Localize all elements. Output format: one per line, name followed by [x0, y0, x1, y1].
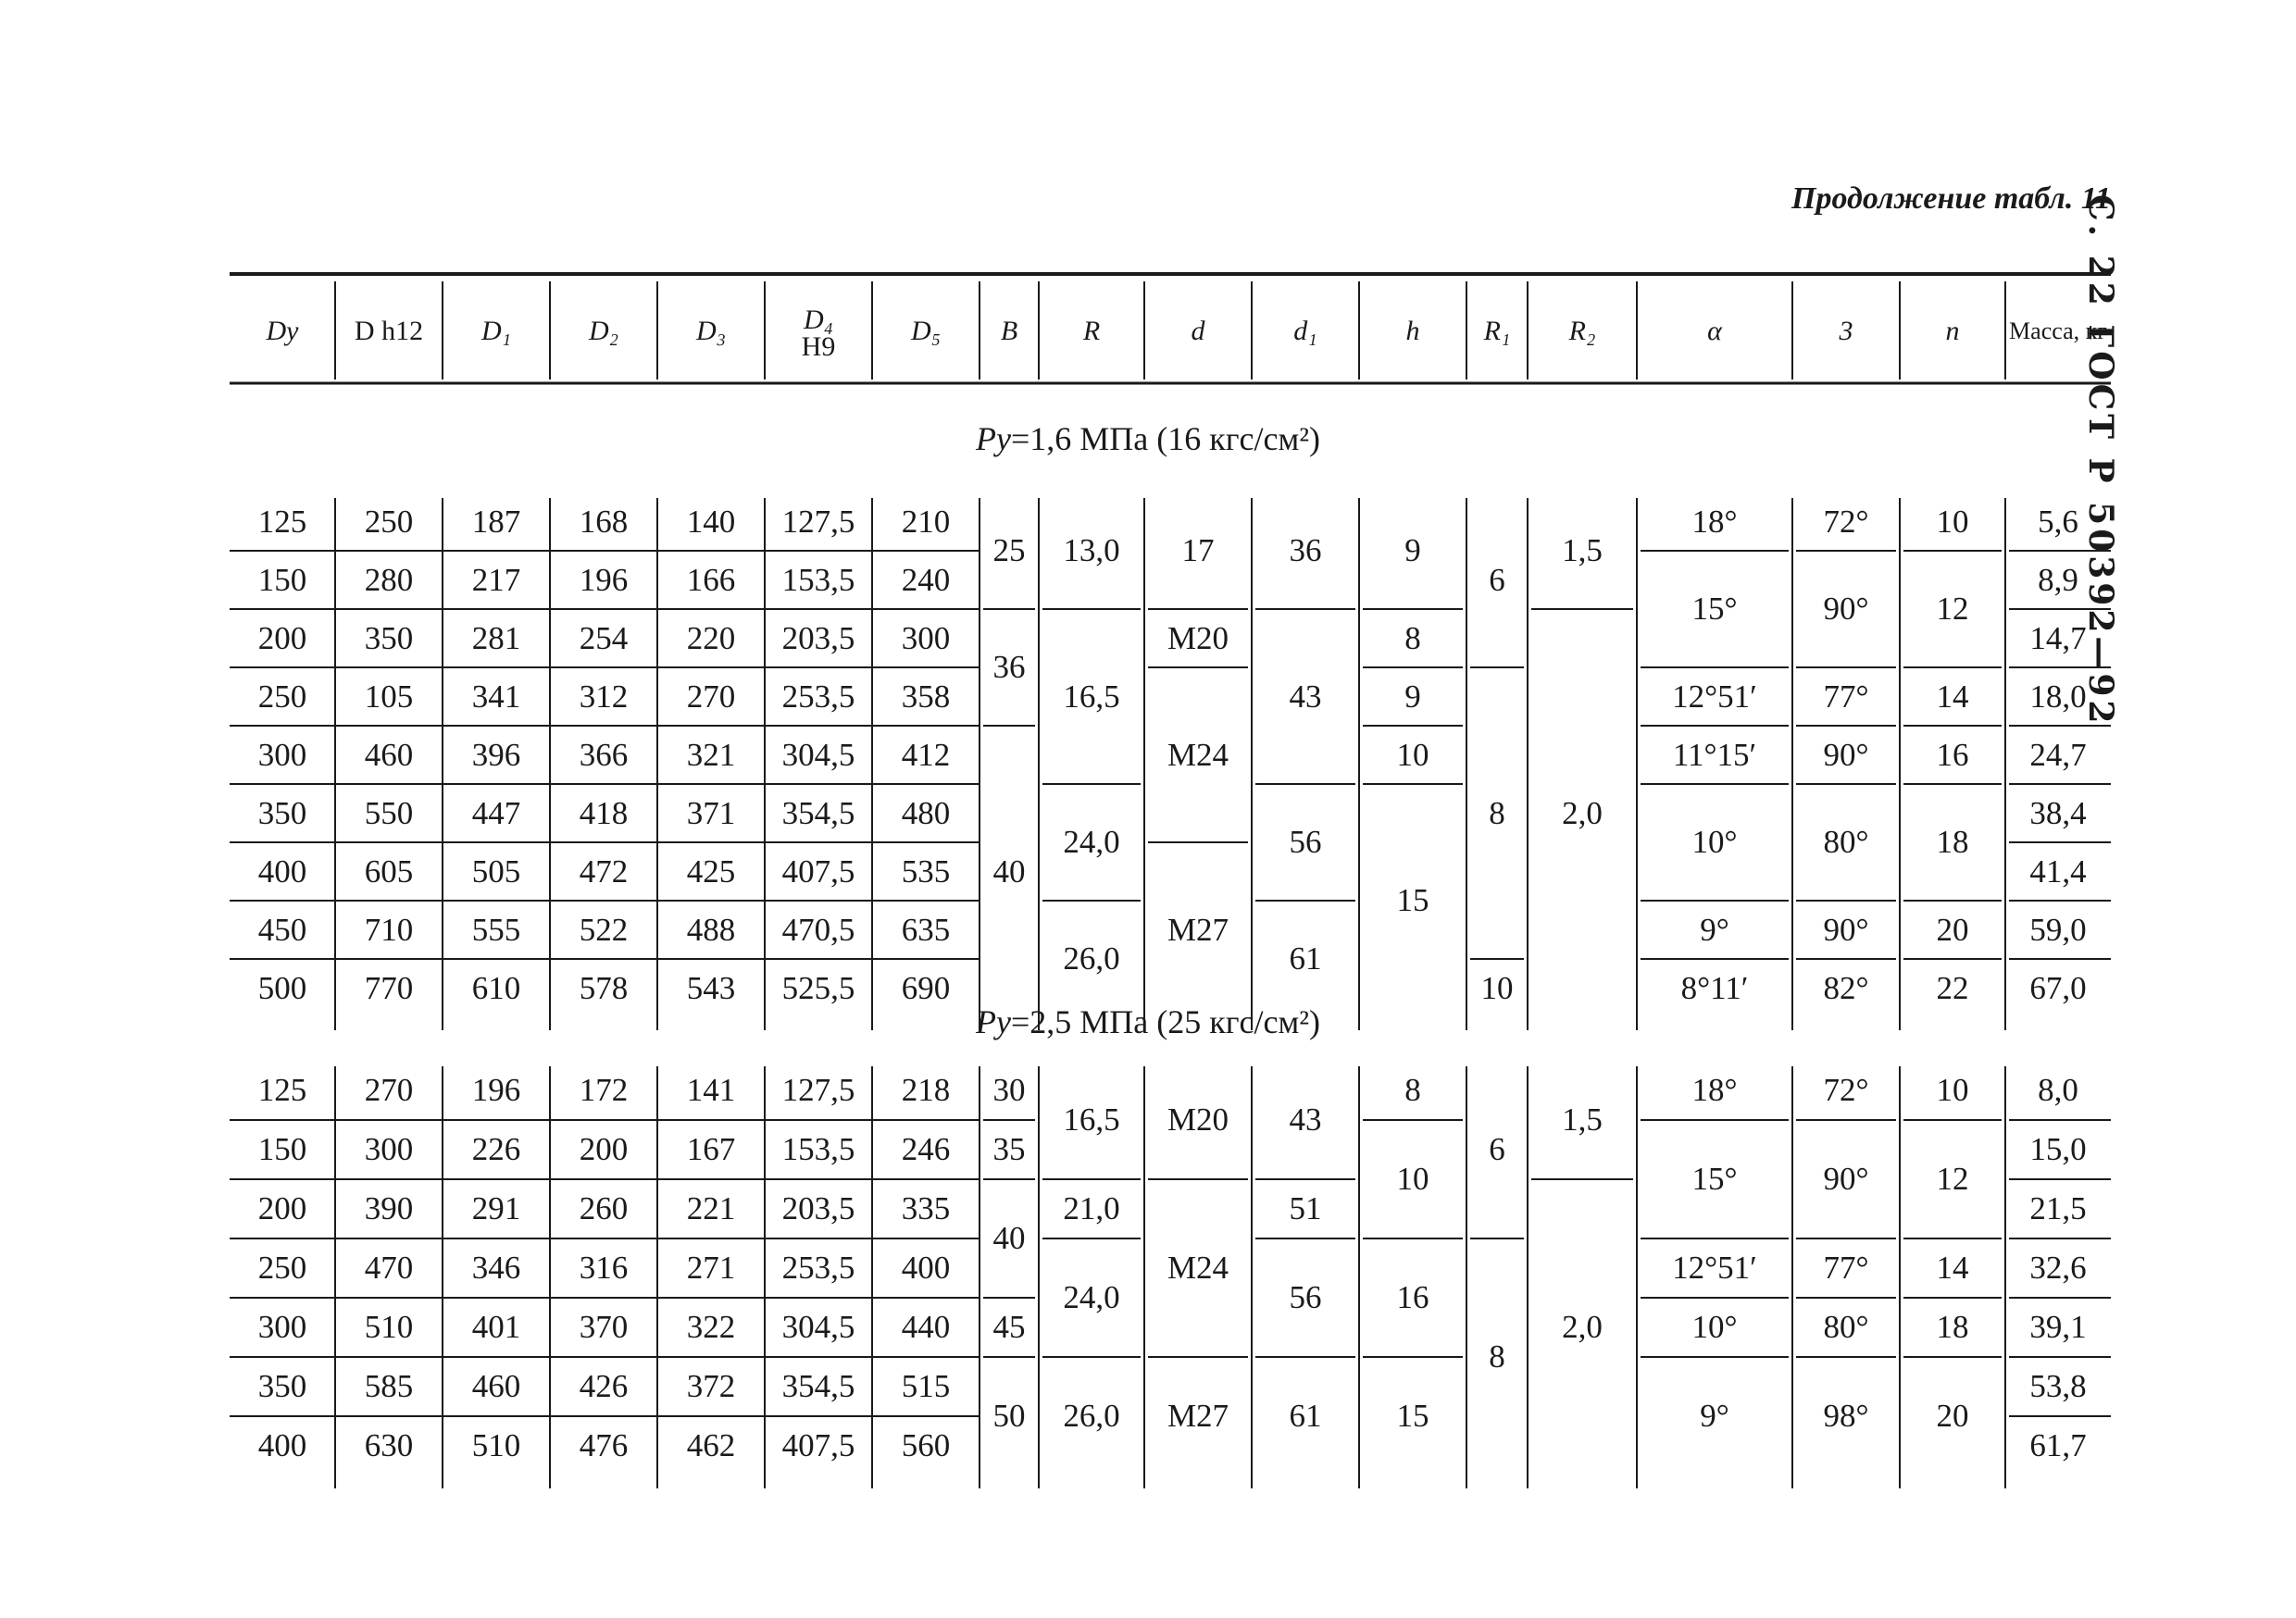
- cell-mass-1: 8,9: [2038, 561, 2078, 598]
- cell-r3-c4: 271: [686, 1250, 736, 1286]
- cell-r7-c4: 488: [686, 911, 736, 948]
- cell-mass-5: 38,4: [2029, 794, 2087, 831]
- cell-r3-c3: 312: [579, 678, 629, 715]
- cell-r5-c0: 350: [257, 1368, 307, 1404]
- cell-r3-c0: 250: [257, 678, 307, 715]
- header-r2: R₂: [1568, 316, 1596, 346]
- cell-r4-c3: 370: [579, 1309, 629, 1345]
- pressure-symbol: Pу: [975, 420, 1011, 457]
- cell-r1-c3: 196: [579, 561, 629, 598]
- cell-r1-c0: 150: [257, 1131, 307, 1167]
- cell-r6-c2: 505: [471, 853, 521, 890]
- cell-alpha-0: 18°: [1691, 503, 1738, 540]
- header-d: d: [1191, 316, 1205, 346]
- cell-r5-c2: 460: [471, 1368, 521, 1404]
- cell-r5-c0: 350: [257, 794, 307, 831]
- cell-r3-c6: 358: [901, 678, 951, 715]
- cell-r7-c0: 450: [257, 911, 307, 948]
- cell-r4-c4: 321: [686, 736, 736, 773]
- header-d4-sub: H9: [801, 331, 836, 362]
- cell-r6-c4: 425: [686, 853, 736, 890]
- cell-r2-c3: 260: [579, 1190, 629, 1226]
- cell-alpha-4: 9°: [1700, 1398, 1729, 1434]
- header-d2: D₂: [588, 316, 619, 346]
- cell-r0-c6: 218: [901, 1072, 951, 1108]
- cell-r8-c6: 690: [901, 969, 951, 1006]
- cell-beta-2: 77°: [1823, 1250, 1869, 1286]
- cell-mass-2: 14,7: [2029, 619, 2087, 656]
- cell-r2-c6: 335: [901, 1190, 951, 1226]
- cell-r2-c2: 291: [471, 1190, 521, 1226]
- continuation-caption: Продолжение табл. 11: [1791, 181, 2111, 216]
- cell-r7-c6: 635: [901, 911, 951, 948]
- cell-beta-1: 90°: [1823, 591, 1869, 627]
- cell-beta-3: 90°: [1823, 736, 1869, 773]
- cell-r1-c4: 166: [686, 561, 736, 598]
- cell-r1-c6: 246: [901, 1131, 951, 1167]
- cell-r2-0: 1,5: [1562, 532, 1603, 568]
- cell-r0-c1: 250: [364, 503, 414, 540]
- cell-r8-c4: 543: [686, 969, 736, 1006]
- cell-r3-c6: 400: [901, 1250, 951, 1286]
- cell-n-6: 22: [1936, 969, 1969, 1006]
- cell-r5-c2: 447: [471, 794, 521, 831]
- cell-h-2: 16: [1396, 1279, 1429, 1315]
- cell-r2-c0: 200: [257, 619, 307, 656]
- cell-r-0: 13,0: [1063, 532, 1120, 568]
- cell-r-2: 24,0: [1063, 824, 1120, 860]
- cell-d-2: M24: [1167, 736, 1229, 773]
- cell-h-1: 8: [1404, 619, 1421, 656]
- cell-r0-c0: 125: [257, 1072, 307, 1108]
- cell-r7-c5: 470,5: [781, 911, 855, 948]
- cell-r2-c4: 221: [686, 1190, 736, 1226]
- cell-r8-c0: 500: [257, 969, 307, 1006]
- cell-b-0: 25: [992, 532, 1026, 568]
- cell-r8-c2: 610: [471, 969, 521, 1006]
- cell-r1-2: 10: [1480, 969, 1514, 1006]
- cell-beta-0: 72°: [1823, 503, 1869, 540]
- cell-r6-c5: 407,5: [781, 853, 855, 890]
- cell-r3-c2: 341: [471, 678, 521, 715]
- cell-r0-c0: 125: [257, 503, 307, 540]
- cell-r3-c0: 250: [257, 1250, 307, 1286]
- header-n: n: [1945, 316, 1960, 346]
- cell-r3-c1: 470: [364, 1250, 414, 1286]
- cell-r5-c1: 585: [364, 1368, 414, 1404]
- cell-r2-c1: 390: [364, 1190, 414, 1226]
- cell-r1-c0: 150: [257, 561, 307, 598]
- cell-r1-0: 6: [1489, 1131, 1505, 1167]
- cell-r6-c6: 560: [901, 1427, 951, 1463]
- cell-r6-c0: 400: [257, 853, 307, 890]
- cell-r2-c5: 203,5: [781, 619, 855, 656]
- cell-d-1: M20: [1167, 619, 1229, 656]
- header-d4-top: D₄: [803, 305, 834, 335]
- cell-r5-c6: 515: [901, 1368, 951, 1404]
- cell-r1-0: 6: [1489, 561, 1505, 598]
- cell-d1-0: 36: [1289, 532, 1322, 568]
- cell-r-2: 24,0: [1063, 1279, 1120, 1315]
- header-b: B: [1000, 316, 1018, 346]
- cell-alpha-6: 8°11′: [1680, 969, 1749, 1006]
- cell-r1-c4: 167: [686, 1131, 736, 1167]
- cell-r4-c5: 304,5: [781, 736, 855, 773]
- cell-r6-c3: 476: [579, 1427, 629, 1463]
- cell-beta-4: 98°: [1823, 1398, 1869, 1434]
- cell-beta-3: 80°: [1823, 1309, 1869, 1345]
- cell-b-1: 36: [992, 649, 1026, 685]
- cell-r1-c1: 280: [364, 561, 414, 598]
- header-d5: D₅: [910, 316, 942, 346]
- cell-mass-0: 5,6: [2038, 503, 2078, 540]
- cell-beta-4: 80°: [1823, 824, 1869, 860]
- cell-r3-c3: 316: [579, 1250, 629, 1286]
- cell-r4-c4: 322: [686, 1309, 736, 1345]
- cell-r5-c5: 354,5: [781, 1368, 855, 1404]
- page-header: С. 22 ГОСТ Р 50392—92: [2081, 194, 2120, 728]
- cell-r0-c4: 140: [686, 503, 736, 540]
- cell-r4-c0: 300: [257, 736, 307, 773]
- cell-n-5: 20: [1936, 911, 1969, 948]
- cell-r2-0: 1,5: [1562, 1101, 1603, 1138]
- cell-n-3: 18: [1936, 1309, 1969, 1345]
- cell-r5-c1: 550: [364, 794, 414, 831]
- cell-d-0: 17: [1181, 532, 1215, 568]
- cell-r3-c4: 270: [686, 678, 736, 715]
- cell-r6-c4: 462: [686, 1427, 736, 1463]
- cell-r6-c1: 605: [364, 853, 414, 890]
- cell-alpha-1: 15°: [1691, 591, 1738, 627]
- cell-mass-8: 67,0: [2029, 969, 2087, 1006]
- cell-h-3: 15: [1396, 1398, 1429, 1434]
- cell-d-2: M27: [1167, 1398, 1229, 1434]
- pressure-value: =1,6 МПа (16 кгс/см²): [1010, 420, 1321, 457]
- cell-n-2: 14: [1936, 678, 1969, 715]
- cell-r4-c6: 440: [901, 1309, 951, 1345]
- cell-r8-c1: 770: [364, 969, 414, 1006]
- cell-alpha-0: 18°: [1691, 1072, 1738, 1108]
- cell-d1-0: 43: [1289, 1101, 1322, 1138]
- cell-h-3: 10: [1396, 736, 1429, 773]
- cell-r1-c2: 226: [471, 1131, 521, 1167]
- cell-r0-c5: 127,5: [781, 503, 855, 540]
- cell-alpha-3: 10°: [1691, 1309, 1738, 1345]
- cell-d1-3: 61: [1289, 1398, 1322, 1434]
- cell-b-2: 40: [992, 1220, 1026, 1256]
- cell-r2-c0: 200: [257, 1190, 307, 1226]
- cell-r6-c5: 407,5: [781, 1427, 855, 1463]
- cell-r0-c3: 168: [579, 503, 629, 540]
- cell-r5-c3: 426: [579, 1368, 629, 1404]
- cell-d-0: M20: [1167, 1101, 1229, 1138]
- cell-r4-c6: 412: [901, 736, 951, 773]
- cell-n-3: 16: [1936, 736, 1969, 773]
- cell-alpha-5: 9°: [1700, 911, 1729, 948]
- cell-r6-c2: 510: [471, 1427, 521, 1463]
- cell-d-1: M24: [1167, 1250, 1229, 1286]
- cell-b-4: 50: [992, 1398, 1026, 1434]
- cell-r8-c3: 578: [579, 969, 629, 1006]
- cell-mass-5: 53,8: [2029, 1368, 2087, 1404]
- cell-r1-c1: 300: [364, 1131, 414, 1167]
- cell-h-1: 10: [1396, 1161, 1429, 1197]
- cell-r0-c5: 127,5: [781, 1072, 855, 1108]
- cell-r2-c6: 300: [901, 619, 951, 656]
- cell-alpha-1: 15°: [1691, 1161, 1738, 1197]
- cell-n-1: 12: [1936, 591, 1969, 627]
- cell-r4-c0: 300: [257, 1309, 307, 1345]
- cell-d1-3: 61: [1289, 940, 1322, 977]
- cell-r2-c2: 281: [471, 619, 521, 656]
- cell-alpha-2: 12°51′: [1672, 1250, 1757, 1286]
- cell-r2-c1: 350: [364, 619, 414, 656]
- cell-mass-0: 8,0: [2038, 1072, 2078, 1108]
- cell-d1-2: 56: [1289, 824, 1322, 860]
- cell-b-3: 45: [992, 1309, 1026, 1345]
- cell-b-0: 30: [992, 1072, 1026, 1108]
- cell-r1-c5: 153,5: [781, 1131, 855, 1167]
- cell-n-1: 12: [1936, 1161, 1969, 1197]
- cell-d1-1: 43: [1289, 678, 1322, 715]
- cell-r1-c5: 153,5: [781, 561, 855, 598]
- cell-r3-c5: 253,5: [781, 1250, 855, 1286]
- cell-r6-c0: 400: [257, 1427, 307, 1463]
- cell-r0-c2: 196: [471, 1072, 521, 1108]
- cell-r4-c2: 396: [471, 736, 521, 773]
- pressure-symbol: Pу: [975, 1003, 1011, 1040]
- cell-r5-c6: 480: [901, 794, 951, 831]
- cell-mass-4: 39,1: [2029, 1309, 2087, 1345]
- cell-r0-c4: 141: [686, 1072, 736, 1108]
- cell-r-1: 16,5: [1063, 678, 1120, 715]
- cell-d-3: M27: [1167, 911, 1229, 948]
- cell-r-0: 16,5: [1063, 1101, 1120, 1138]
- cell-r0-c1: 270: [364, 1072, 414, 1108]
- cell-r7-c2: 555: [471, 911, 521, 948]
- cell-mass-2: 21,5: [2029, 1190, 2087, 1226]
- header-d_h12: D h12: [354, 316, 424, 346]
- cell-r4-c1: 510: [364, 1309, 414, 1345]
- cell-r2-c3: 254: [579, 619, 629, 656]
- cell-alpha-4: 10°: [1691, 824, 1738, 860]
- header-mass: Масса, кг: [2009, 317, 2107, 344]
- header-dy: Dу: [266, 316, 299, 346]
- cell-r6-c1: 630: [364, 1427, 414, 1463]
- cell-h-2: 9: [1404, 678, 1421, 715]
- header-h: h: [1405, 316, 1420, 346]
- cell-mass-6: 61,7: [2029, 1427, 2087, 1463]
- cell-r-1: 21,0: [1063, 1190, 1120, 1226]
- cell-r1-c6: 240: [901, 561, 951, 598]
- cell-r1-1: 8: [1489, 1338, 1505, 1375]
- header-beta: 3: [1839, 316, 1853, 346]
- cell-alpha-3: 11°15′: [1672, 736, 1757, 773]
- cell-mass-3: 18,0: [2029, 678, 2087, 715]
- section-label-0: [976, 419, 1320, 458]
- cell-r4-c5: 304,5: [781, 1309, 855, 1345]
- cell-mass-1: 15,0: [2029, 1131, 2087, 1167]
- cell-d1-2: 56: [1289, 1279, 1322, 1315]
- cell-r2-1: 2,0: [1562, 1309, 1603, 1345]
- cell-n-0: 10: [1936, 1072, 1969, 1108]
- cell-h-0: 8: [1404, 1072, 1421, 1108]
- cell-alpha-2: 12°51′: [1672, 678, 1757, 715]
- cell-n-4: 20: [1936, 1398, 1969, 1434]
- cell-r5-c4: 371: [686, 794, 736, 831]
- cell-r4-c2: 401: [471, 1309, 521, 1345]
- cell-mass-4: 24,7: [2029, 736, 2087, 773]
- header-d1: D₁: [480, 316, 512, 346]
- cell-n-0: 10: [1936, 503, 1969, 540]
- cell-r0-c2: 187: [471, 503, 521, 540]
- cell-r2-c5: 203,5: [781, 1190, 855, 1226]
- header-d1_small: d₁: [1293, 316, 1317, 346]
- pressure-value: =2,5 МПа (25 кгс/см²): [1010, 1003, 1321, 1040]
- cell-n-4: 18: [1936, 824, 1969, 860]
- header-r: R: [1082, 316, 1101, 346]
- header-d4: [801, 305, 836, 362]
- section-label-1: [976, 1002, 1320, 1041]
- cell-r0-c6: 210: [901, 503, 951, 540]
- cell-beta-2: 77°: [1823, 678, 1869, 715]
- cell-r3-c5: 253,5: [781, 678, 855, 715]
- cell-r7-c3: 522: [579, 911, 629, 948]
- cell-r6-c3: 472: [579, 853, 629, 890]
- cell-r4-c1: 460: [364, 736, 414, 773]
- cell-r5-c4: 372: [686, 1368, 736, 1404]
- cell-h-0: 9: [1404, 532, 1421, 568]
- cell-n-2: 14: [1936, 1250, 1969, 1286]
- cell-r3-c2: 346: [471, 1250, 521, 1286]
- cell-beta-5: 90°: [1823, 911, 1869, 948]
- cell-b-2: 40: [992, 853, 1026, 890]
- cell-r2-c4: 220: [686, 619, 736, 656]
- cell-beta-1: 90°: [1823, 1161, 1869, 1197]
- cell-r6-c6: 535: [901, 853, 951, 890]
- cell-r-3: 26,0: [1063, 1398, 1120, 1434]
- cell-b-1: 35: [992, 1131, 1026, 1167]
- cell-mass-3: 32,6: [2029, 1250, 2087, 1286]
- cell-mass-6: 41,4: [2029, 853, 2087, 890]
- cell-beta-0: 72°: [1823, 1072, 1869, 1108]
- cell-mass-7: 59,0: [2029, 911, 2087, 948]
- cell-r7-c1: 710: [364, 911, 414, 948]
- cell-r8-c5: 525,5: [781, 969, 855, 1006]
- cell-beta-6: 82°: [1823, 969, 1869, 1006]
- cell-r5-c5: 354,5: [781, 794, 855, 831]
- cell-h-4: 15: [1396, 882, 1429, 918]
- header-r1: R₁: [1483, 316, 1511, 346]
- cell-r-3: 26,0: [1063, 940, 1120, 977]
- cell-r0-c3: 172: [579, 1072, 629, 1108]
- header-alpha: α: [1707, 316, 1722, 346]
- cell-r4-c3: 366: [579, 736, 629, 773]
- cell-r3-c1: 105: [364, 678, 414, 715]
- header-d3: D₃: [695, 316, 727, 346]
- cell-r5-c3: 418: [579, 794, 629, 831]
- cell-r2-1: 2,0: [1562, 794, 1603, 831]
- cell-d1-1: 51: [1289, 1190, 1322, 1226]
- cell-r1-c3: 200: [579, 1131, 629, 1167]
- cell-r1-c2: 217: [471, 561, 521, 598]
- cell-r1-1: 8: [1489, 794, 1505, 831]
